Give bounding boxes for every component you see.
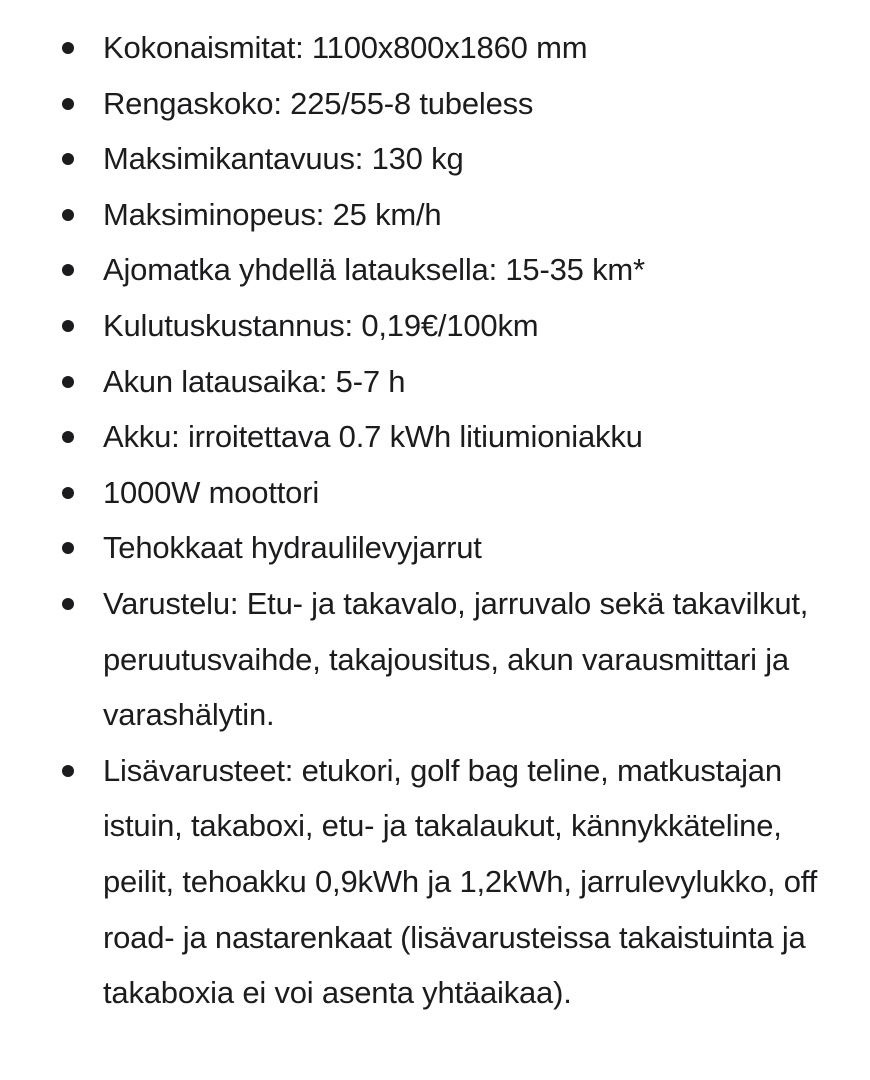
spec-text: Akun latausaika: 5-7 h: [103, 363, 406, 399]
spec-item-battery: [103, 409, 843, 465]
spec-item-running-cost: [103, 298, 843, 354]
spec-text: Kulutuskustannus: 0,19€/100km: [103, 307, 539, 343]
bullet-icon: [62, 431, 74, 443]
bullet-icon: [62, 542, 74, 554]
spec-item-max-load: [103, 131, 843, 187]
bullet-icon: [62, 209, 74, 221]
spec-text: Tehokkaat hydraulilevyjarrut: [103, 530, 482, 566]
bullet-icon: [62, 598, 74, 610]
spec-text: Akku: irroitettava 0.7 kWh litiumioniakku: [103, 419, 643, 455]
bullet-icon: [62, 487, 74, 499]
spec-item-accessories: [103, 743, 843, 1021]
spec-item-max-speed: [103, 187, 843, 243]
spec-text: Ajomatka yhdellä latauksella: 15-35 km*: [103, 252, 645, 288]
bullet-icon: [62, 320, 74, 332]
spec-item-tire-size: [103, 76, 843, 132]
bullet-icon: [62, 42, 74, 54]
spec-item-charge-time: [103, 354, 843, 410]
spec-text: Varustelu: Etu- ja takavalo, jarruvalo sekä takavilkut, peruutusvaihde, takajousitus, akun varausmittari ja varashälytin.: [103, 585, 809, 733]
spec-list: [103, 20, 843, 1021]
spec-text: Maksiminopeus: 25 km/h: [103, 196, 442, 232]
spec-text: Lisävarusteet: etukori, golf bag teline, matkustajan istuin, takaboxi, etu- ja takalaukut, kännykkäteline, peilit, tehoakku 0,9kWh ja 1,2kWh, jarrulevylukko, off road- ja nastarenkaat (lisävarusteissa takaistuinta ja takaboxia ei voi asenta yhtäaikaa).: [103, 752, 818, 1011]
spec-item-range: [103, 242, 843, 298]
bullet-icon: [62, 376, 74, 388]
bullet-icon: [62, 153, 74, 165]
spec-text: 1000W moottori: [103, 474, 320, 510]
spec-text: Kokonaismitat: 1100x800x1860 mm: [103, 30, 588, 65]
spec-item-dimensions: [103, 20, 843, 76]
bullet-icon: [62, 765, 74, 777]
spec-item-equipment: [103, 576, 843, 743]
spec-text: Maksimikantavuus: 130 kg: [103, 141, 464, 177]
spec-item-brakes: [103, 520, 843, 576]
spec-text: Rengaskoko: 225/55-8 tubeless: [103, 85, 534, 121]
bullet-icon: [62, 98, 74, 110]
bullet-icon: [62, 264, 74, 276]
spec-item-motor: [103, 465, 843, 521]
